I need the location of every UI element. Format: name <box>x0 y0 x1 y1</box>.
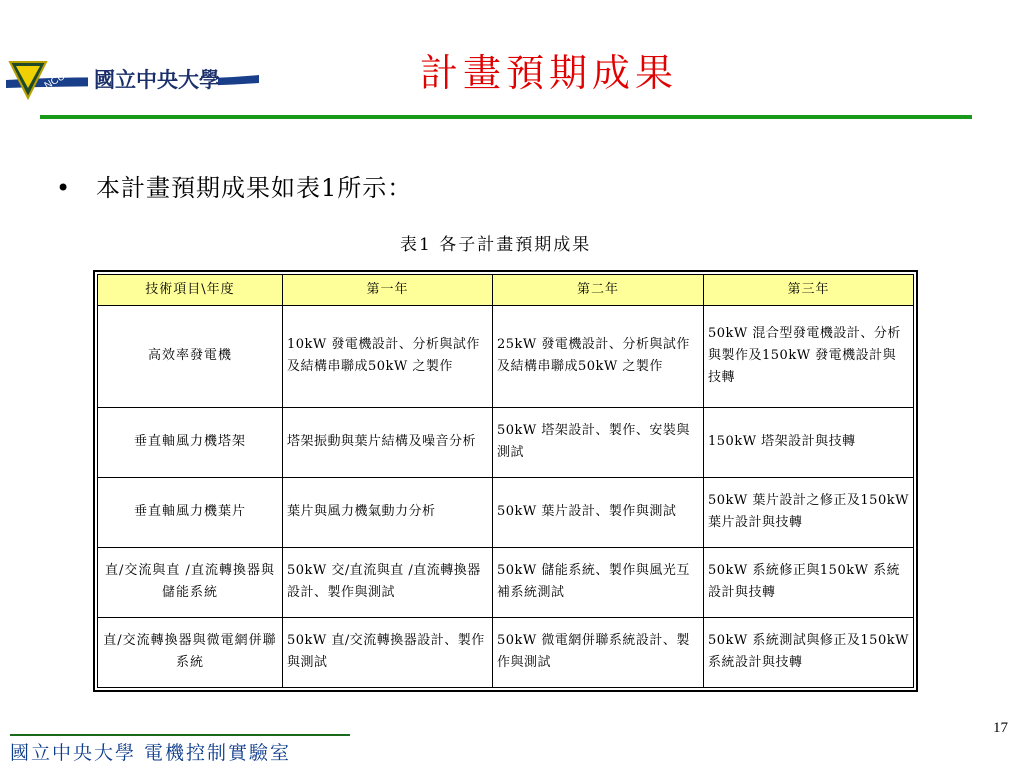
table-cell: 25kW 發電機設計、分析與試作及結構串聯成50kW 之製作 <box>493 306 704 408</box>
table-cell: 50kW 塔架設計、製作、安裝與測試 <box>493 407 704 477</box>
header-cell-year3: 第三年 <box>704 275 914 306</box>
results-table-frame <box>93 270 918 692</box>
bullet-symbol: • <box>56 174 72 202</box>
table-caption: 表1 各子計畫預期成果 <box>400 235 592 255</box>
table-cell: 50kW 直/交流轉換器設計、製作與測試 <box>283 617 493 687</box>
table-cell: 150kW 塔架設計與技轉 <box>704 407 914 477</box>
table-row <box>98 547 914 617</box>
table-cell: 50kW 儲能系統、製作與風光互補系統測試 <box>493 547 704 617</box>
footer-divider <box>10 734 350 736</box>
page-number: 17 <box>993 720 1008 736</box>
row-label: 直/交流與直 /直流轉換器與儲能系統 <box>98 547 283 617</box>
table-row <box>98 477 914 547</box>
table-cell: 50kW 葉片設計、製作與測試 <box>493 477 704 547</box>
row-label: 高效率發電機 <box>98 306 283 408</box>
table-row <box>98 306 914 408</box>
table-cell: 50kW 微電網併聯系統設計、製作與測試 <box>493 617 704 687</box>
university-logo <box>4 56 264 104</box>
title-divider <box>40 115 972 119</box>
logo-seal-text: NCU <box>42 71 68 92</box>
table-header-row <box>98 275 914 306</box>
row-label: 垂直軸風力機葉片 <box>98 477 283 547</box>
logo-text: 國立中央大學 <box>94 67 220 92</box>
footer-lab-name: 國立中央大學 電機控制實驗室 <box>10 742 292 764</box>
table-cell: 50kW 系統修正與150kW 系統設計與技轉 <box>704 547 914 617</box>
table-cell: 50kW 混合型發電機設計、分析與製作及150kW 發電機設計與技轉 <box>704 306 914 408</box>
header-cell-item: 技術項目\年度 <box>98 275 283 306</box>
header-cell-year2: 第二年 <box>493 275 704 306</box>
row-label: 垂直軸風力機塔架 <box>98 407 283 477</box>
bullet-text: 本計畫預期成果如表1所示： <box>96 174 413 202</box>
table-cell: 葉片與風力機氣動力分析 <box>283 477 493 547</box>
results-table <box>97 274 914 688</box>
table-cell: 50kW 葉片設計之修正及150kW 葉片設計與技轉 <box>704 477 914 547</box>
table-cell: 50kW 交/直流與直 /直流轉換器設計、製作與測試 <box>283 547 493 617</box>
table-cell: 塔架振動與葉片結構及噪音分析 <box>283 407 493 477</box>
page-title: 計畫預期成果 <box>420 51 679 95</box>
table-cell: 10kW 發電機設計、分析與試作及結構串聯成50kW 之製作 <box>283 306 493 408</box>
header-cell-year1: 第一年 <box>283 275 493 306</box>
table-row <box>98 407 914 477</box>
table-cell: 50kW 系統測試與修正及150kW 系統設計與技轉 <box>704 617 914 687</box>
table-row <box>98 617 914 687</box>
bullet-item <box>56 168 412 203</box>
row-label: 直/交流轉換器與微電網併聯系統 <box>98 617 283 687</box>
